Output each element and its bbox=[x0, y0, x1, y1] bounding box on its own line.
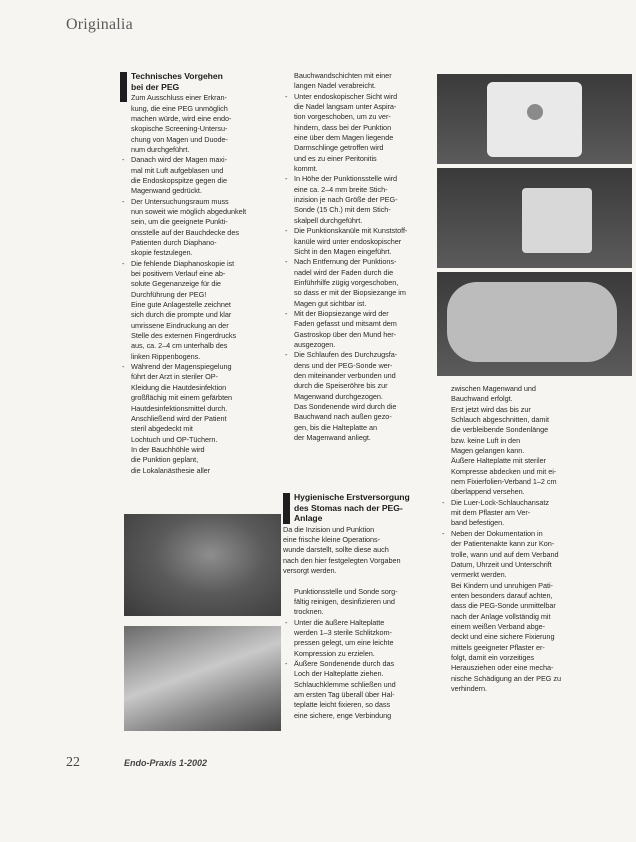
list-item bbox=[283, 618, 433, 659]
text-line: Schlauch abgeschnitten, damit bbox=[451, 415, 549, 425]
list-item bbox=[120, 197, 280, 259]
text-line: nach den hier festgelegten Vorgaben bbox=[283, 555, 401, 565]
paragraph bbox=[283, 587, 433, 618]
text-line: solute Gegenanzeige für die bbox=[131, 279, 221, 289]
text-line: vermerkt werden. bbox=[451, 570, 507, 580]
heading-technisches-vorgehen bbox=[120, 71, 280, 92]
text-line: In der Bauchhöhle wird bbox=[131, 444, 205, 454]
text-line: deckt und eine sichere Fixierung bbox=[451, 632, 555, 642]
text-line: Datum, Uhrzeit und Unterschrift bbox=[451, 559, 552, 569]
heading-bar bbox=[283, 493, 290, 524]
text-line: nadel wird der Faden durch die bbox=[294, 267, 394, 277]
paragraph bbox=[283, 525, 433, 577]
heading-line: bei der PEG bbox=[131, 81, 180, 92]
text-line: - Nach Entfernung der Punktions- bbox=[294, 257, 397, 267]
text-line: umrissene Eindruckung an der bbox=[131, 320, 229, 330]
photo-punction bbox=[124, 626, 281, 731]
text-line: Kompresse abdecken und mit ei- bbox=[451, 466, 557, 476]
text-line: Bauchwandschichten mit einer bbox=[294, 71, 392, 80]
list-item bbox=[120, 93, 280, 155]
text-line: trocknen. bbox=[294, 607, 324, 617]
text-line: steril abgedeckt mit bbox=[131, 424, 193, 434]
list-item bbox=[283, 174, 433, 226]
page-number: 22 bbox=[66, 755, 80, 770]
text-line: Sonde (15 Ch.) mit dem Stich- bbox=[294, 205, 391, 215]
text-line: so dass er mit der Biopsiezange im bbox=[294, 288, 406, 298]
text-line: inzision je nach Größe der PEG- bbox=[294, 195, 398, 205]
text-line: wunde darstellt, sollte diese auch bbox=[283, 545, 389, 555]
text-line: folgt, damit ein vorzeitiges bbox=[451, 652, 534, 662]
text-line: eine ca. 2–4 mm breite Stich- bbox=[294, 184, 388, 194]
list-item bbox=[283, 309, 433, 350]
text-line: versorgt werden. bbox=[283, 566, 337, 576]
text-line: - Unter die äußere Halteplatte bbox=[294, 617, 385, 627]
text-line: Einführhilfe zügig vorgeschoben, bbox=[294, 277, 399, 287]
text-line: skopische Screening-Untersu- bbox=[131, 124, 228, 134]
text-line: Patienten durch Diaphano- bbox=[131, 238, 217, 247]
text-line: num durchgeführt. bbox=[131, 144, 190, 154]
text-line: teplatte leicht fixieren, so dass bbox=[294, 700, 391, 710]
text-line: Punktionsstelle und Sonde sorg- bbox=[294, 586, 398, 596]
care-list bbox=[283, 618, 433, 721]
text-line: der Patientenakte kann zur Kon- bbox=[451, 539, 555, 549]
text-line: nische Schädigung an der PEG zu bbox=[451, 673, 562, 683]
text-line: den miteinander verbunden und bbox=[294, 370, 396, 380]
text-line: die Nadel langsam unter Aspira- bbox=[294, 102, 397, 112]
text-line: kung, die eine PEG unmöglich bbox=[131, 103, 228, 113]
heading-line: Hygienische Erstversorgung bbox=[294, 492, 410, 502]
text-line: - Die fehlende Diaphanoskopie ist bbox=[131, 258, 235, 268]
text-line: mittels geeigneter Pflaster er- bbox=[451, 642, 545, 652]
text-line: dass die PEG-Sonde unmittelbar bbox=[451, 601, 556, 611]
text-line: skalpell durchgeführt. bbox=[294, 215, 363, 225]
text-line: dens und der PEG-Sonde wer- bbox=[294, 360, 393, 370]
text-line: werden 1–3 sterile Schlitzkom- bbox=[294, 627, 392, 637]
list-item bbox=[283, 257, 433, 309]
text-line: langen Nadel verabreicht. bbox=[294, 81, 376, 91]
care-list-3 bbox=[440, 498, 590, 695]
column-2 bbox=[283, 71, 433, 443]
text-line: - Danach wird der Magen maxi- bbox=[131, 155, 227, 165]
text-line: - Mit der Biopsiezange wird der bbox=[294, 308, 389, 318]
text-line: am ersten Tag überall über Hal- bbox=[294, 689, 395, 699]
heading-line: Technisches Vorgehen bbox=[131, 71, 223, 81]
heading-hygienische-erstversorgung bbox=[283, 492, 433, 524]
text-line: Herausziehen oder eine mecha- bbox=[451, 663, 554, 673]
list-item bbox=[283, 226, 433, 257]
text-line: verhindern. bbox=[451, 683, 487, 693]
text-line: linken Rippenbogens. bbox=[131, 351, 201, 361]
list-item bbox=[120, 362, 280, 476]
text-line: Da die Inzision und Punktion bbox=[283, 524, 375, 534]
text-line: großflächig mit einem gefärbten bbox=[131, 393, 233, 403]
procedure-list bbox=[120, 93, 280, 476]
text-line: - Während der Magenspiegelung bbox=[131, 362, 232, 372]
text-line: Anschließend wird der Patient bbox=[131, 413, 227, 423]
list-item bbox=[283, 350, 433, 443]
text-line: tion vorgeschoben, um zu ver- bbox=[294, 112, 391, 122]
text-line: kanüle wird unter endoskopischer bbox=[294, 236, 402, 246]
text-line: machen würde, wird eine endo- bbox=[131, 113, 232, 123]
text-line: Bauchwand erfolgt. bbox=[451, 394, 513, 404]
text-line: skopie festzulegen. bbox=[131, 248, 193, 258]
list-item bbox=[440, 529, 590, 695]
text-line: - Die Schlaufen des Durchzugsfa- bbox=[294, 350, 398, 360]
photo-compress bbox=[437, 168, 632, 268]
section-label: Originalia bbox=[66, 16, 133, 33]
text-line: eine frische kleine Operations- bbox=[283, 535, 381, 545]
text-line: bei positivem Verlauf eine ab- bbox=[131, 269, 226, 279]
text-line: enten besonders darauf achten, bbox=[451, 590, 553, 600]
text-line: fältig reinigen, desinfizieren und bbox=[294, 596, 395, 606]
photo-dressing bbox=[437, 272, 632, 376]
text-line: die verbleibende Sondenlänge bbox=[451, 425, 549, 435]
text-line: Eine gute Anlagestelle zeichnet bbox=[131, 300, 231, 310]
text-line: Magenwand gedrückt. bbox=[131, 186, 202, 196]
text-line: pressen gelegt, um eine leichte bbox=[294, 638, 394, 648]
text-line: Sicht in den Magen eingeführt. bbox=[294, 246, 392, 256]
heading-line: des Stomas nach der PEG- bbox=[294, 502, 403, 513]
text-line: sein, um die geeignete Punkti- bbox=[131, 217, 228, 227]
text-line: Darmschlinge getroffen wird bbox=[294, 143, 384, 153]
text-line: eine sichere, enge Verbindung bbox=[294, 710, 392, 720]
list-item bbox=[120, 259, 280, 362]
text-line: - Die Luer-Lock-Schlauchansatz bbox=[451, 497, 549, 507]
text-line: Magen gelangen kann. bbox=[451, 446, 525, 456]
text-line: Das Sondenende wird durch die bbox=[294, 402, 397, 411]
text-line: die Punktion geplant, bbox=[131, 455, 199, 465]
text-line: - Neben der Dokumentation in bbox=[451, 528, 543, 538]
text-line: einem weißen Verband abge- bbox=[451, 621, 546, 631]
text-line: band befestigen. bbox=[451, 518, 505, 528]
text-line: sich durch die prompte und klar bbox=[131, 310, 232, 320]
text-line: ausgezogen. bbox=[294, 339, 336, 349]
text-line: - Der Untersuchungsraum muss bbox=[131, 196, 229, 206]
list-item bbox=[440, 498, 590, 529]
text-line: - Die Punktionskanüle mit Kunststoff- bbox=[294, 226, 408, 236]
text-line: aus, ca. 2–4 cm unterhalb des bbox=[131, 341, 228, 351]
column-2-lower bbox=[283, 492, 433, 721]
column-3 bbox=[440, 384, 590, 694]
text-line: Magenwand durchgezogen. bbox=[294, 391, 383, 401]
list-item bbox=[283, 659, 433, 721]
text-line: der Magenwand anliegt. bbox=[294, 433, 371, 443]
text-line: kommt. bbox=[294, 164, 318, 174]
text-line: Hautdesinfektionsmittel durch. bbox=[131, 403, 228, 413]
text-line: zwischen Magenwand und bbox=[451, 384, 536, 393]
text-line: - In Höhe der Punktionsstelle wird bbox=[294, 174, 398, 184]
list-item bbox=[120, 155, 280, 196]
text-line: Gastroskop über den Mund her- bbox=[294, 329, 396, 339]
text-line: Faden gefasst und mitsamt dem bbox=[294, 319, 397, 329]
text-line: überlappend versehen. bbox=[451, 487, 525, 497]
text-line: - Unter endoskopischer Sicht wird bbox=[294, 91, 398, 101]
text-line: onsstelle auf der Bauchdecke des bbox=[131, 227, 239, 237]
text-line: nem Fixierfolien-Verband 1–2 cm bbox=[451, 477, 557, 487]
text-line: mit dem Pflaster am Ver- bbox=[451, 508, 531, 518]
text-line: führt der Arzt in steriler OP- bbox=[131, 372, 218, 382]
magazine-name: Endo-Praxis 1-2002 bbox=[124, 758, 208, 768]
text-line: Lochtuch und OP-Tüchern. bbox=[131, 434, 218, 444]
text-line: Bauchwand nach außen gezo- bbox=[294, 412, 392, 422]
text-line: die Lokalanästhesie aller bbox=[131, 465, 211, 475]
text-line: die Endoskopspitze gegen die bbox=[131, 175, 227, 185]
text-line: mal mit Luft aufgeblasen und bbox=[131, 165, 224, 175]
text-line: und es zu einer Peritonitis bbox=[294, 153, 377, 163]
photo-diaphanoscopy bbox=[124, 514, 281, 616]
text-line: Erst jetzt wird das bis zur bbox=[451, 404, 531, 414]
text-line: Magen gut sichtbar ist. bbox=[294, 298, 367, 308]
text-line: - Zum Ausschluss einer Erkran- bbox=[131, 93, 227, 103]
text-line: Äußere Halteplatte mit steriler bbox=[451, 456, 546, 466]
text-line: Loch der Halteplatte ziehen. bbox=[294, 669, 384, 679]
text-line: chung von Magen und Duode- bbox=[131, 134, 228, 144]
text-line: hindern, dass bei der Punktion bbox=[294, 122, 392, 132]
heading-line: Anlage bbox=[294, 513, 323, 524]
text-line: Bei Kindern und unruhigen Pati- bbox=[451, 580, 553, 590]
text-line: nach der Anlage vollständig mit bbox=[451, 611, 551, 621]
text-line: - Äußere Sondenende durch das bbox=[294, 658, 395, 668]
text-line: durch die Speiseröhre bis zur bbox=[294, 381, 388, 391]
procedure-list-2 bbox=[283, 92, 433, 444]
text-line: eine über dem Magen liegende bbox=[294, 133, 394, 143]
list-item bbox=[283, 92, 433, 175]
text-line: Kleidung die Hautdesinfektion bbox=[131, 382, 227, 392]
text-line: trolle, wann und auf dem Verband bbox=[451, 549, 559, 559]
column-1 bbox=[120, 71, 280, 476]
text-line: gen, bis die Halteplatte an bbox=[294, 422, 378, 432]
text-line: nun soweit wie möglich abgedunkelt bbox=[131, 206, 247, 216]
text-line: Schlauchklemme schließen und bbox=[294, 679, 396, 689]
text-line: Kompression zu erzielen. bbox=[294, 648, 375, 658]
photo-peg-plate bbox=[437, 74, 632, 164]
text-line: Durchführung der PEG! bbox=[131, 289, 207, 299]
text-line: Stelle des externen Fingerdrucks bbox=[131, 331, 237, 341]
text-line: bzw. keine Luft in den bbox=[451, 435, 521, 445]
